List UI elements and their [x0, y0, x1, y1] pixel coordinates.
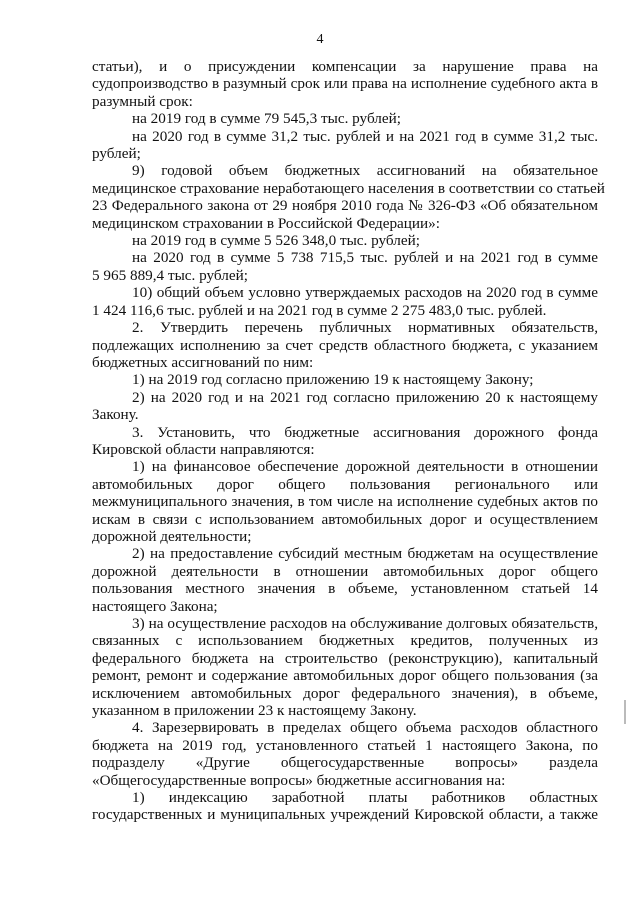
text-line: 3. Установить, что бюджетные ассигнования дорожного фонда — [132, 423, 598, 441]
text-line: 3) на осуществление расходов на обслуживание долговых обязательств, — [132, 615, 598, 632]
text-line: 1) на 2019 год согласно приложению 19 к настоящему Закону; — [132, 371, 534, 389]
text-line: 2. Утвердить перечень публичных нормативных обязательств, — [132, 319, 598, 337]
text-line: дорожной деятельности; — [92, 527, 252, 545]
text-line: 9) годовой объем бюджетных ассигнований на обязательное — [132, 162, 598, 180]
text-line: бюджета на 2019 год, установленного статьей 1 настоящего Закона, по — [92, 736, 598, 754]
text-line: на 2019 год в сумме 5 526 348,0 тыс. рублей; — [132, 232, 420, 250]
text-line: статьи), и о присуждении компенсации за нарушение права на — [92, 58, 598, 75]
text-line: подлежащих исполнению за счет средств областного бюджета, с указанием — [92, 336, 598, 354]
text-line: настоящего Закона; — [92, 597, 218, 615]
text-line: на 2020 год в сумме 31,2 тыс. рублей и на 2021 год в сумме 31,2 тыс. — [132, 127, 598, 145]
text-line: 1 424 116,6 тыс. рублей и на 2021 год в сумме 2 275 483,0 тыс. рублей. — [92, 301, 547, 319]
text-line: указанном в приложении 23 к настоящему Закону. — [92, 702, 417, 720]
page-number: 4 — [316, 32, 324, 47]
text-line: 1) на финансовое обеспечение дорожной деятельности в отношении — [132, 458, 598, 476]
text-line: бюджетных ассигнований по ним: — [92, 353, 314, 371]
text-line: федерального бюджета на строительство (реконструкцию), капитальный — [92, 649, 598, 667]
text-line: исключением автомобильных дорог федерального значения), в объеме, — [92, 684, 598, 702]
text-line: судопроизводство в разумный срок или права на исполнение судебного акта в — [92, 75, 598, 93]
text-line: разумный срок: — [92, 92, 193, 110]
text-line: межмуниципального значения, в том числе на исполнение судебных актов по — [92, 493, 598, 511]
text-line: Кировской области направляются: — [92, 440, 315, 458]
text-line: подразделу «Другие общегосударственные вопросы» раздела — [92, 754, 598, 772]
text-line: искам в связи с использованием автомобильных дорог и осуществлением — [92, 510, 598, 528]
text-line: дорожной деятельности в отношении автомобильных дорог общего — [92, 562, 598, 580]
text-line: государственных и муниципальных учреждений Кировской области, а также — [92, 806, 598, 824]
text-line: на 2020 год в сумме 5 738 715,5 тыс. рублей и на 2021 год в сумме — [132, 249, 598, 267]
text-line: 5 965 889,4 тыс. рублей; — [92, 266, 248, 284]
text-line: «Общегосударственные вопросы» бюджетные ассигнования на: — [92, 771, 506, 789]
text-line: медицинское страхование неработающего населения в соответствии со статьей — [92, 179, 605, 197]
text-line: 10) общий объем условно утверждаемых расходов на 2020 год в сумме — [132, 284, 598, 302]
text-line: 2) на предоставление субсидий местным бюджетам на осуществление — [132, 545, 598, 563]
text-line: 1) индексацию заработной платы работников областных — [132, 789, 598, 807]
text-line: рублей; — [92, 145, 141, 163]
text-line: связанных с использованием бюджетных кредитов, полученных из — [92, 632, 598, 650]
text-line: автомобильных дорог общего пользования регионального или — [92, 475, 598, 493]
text-line: 2) на 2020 год и на 2021 год согласно приложению 20 к настоящему — [132, 388, 598, 406]
text-line: Закону. — [92, 406, 139, 424]
document-body — [92, 58, 605, 824]
text-line: ремонт, ремонт и содержание автомобильных дорог общего пользования (за — [92, 667, 598, 685]
text-line: 4. Зарезервировать в пределах общего объема расходов областного — [132, 719, 598, 737]
text-line: медицинском страховании в Российской Федерации»: — [92, 214, 440, 232]
text-line: на 2019 год в сумме 79 545,3 тыс. рублей; — [132, 110, 401, 128]
text-line: пользования местного значения в объеме, установленном статьей 14 — [92, 580, 598, 598]
scan-edge-mark — [624, 700, 626, 724]
text-line: 23 Федерального закона от 29 ноября 2010 года № 326-ФЗ «Об обязательном — [92, 197, 598, 215]
